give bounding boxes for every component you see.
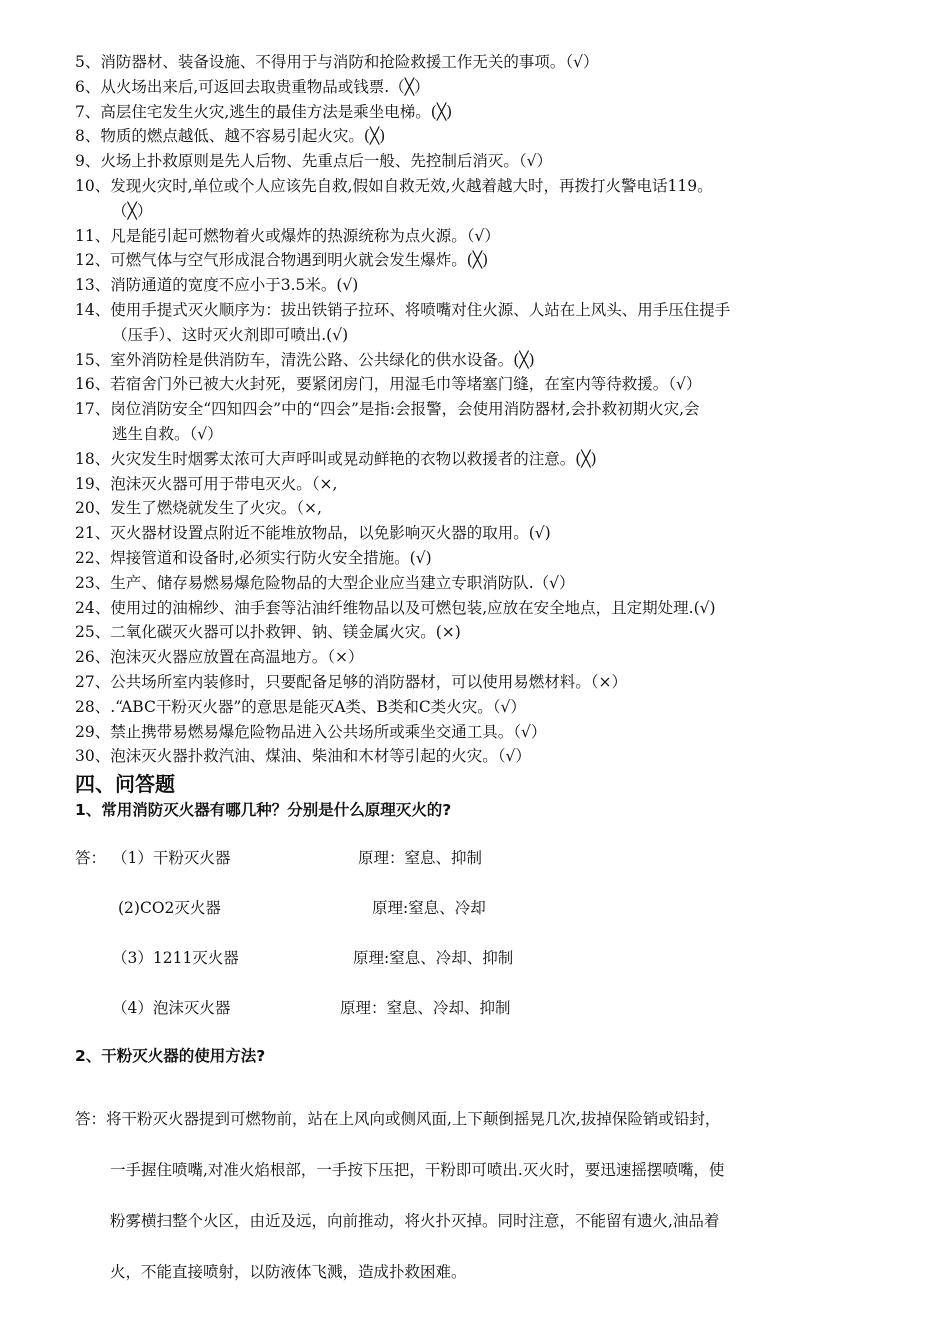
statement-item xyxy=(75,447,885,472)
question-1-title: 1、常用消防灭火器有哪几种？分别是什么原理灭火的? xyxy=(75,801,452,819)
true-false-list xyxy=(75,50,885,769)
statement-line: 泡沫灭火器扑救汽油、煤油、柴油和木材等引起的火灾。（√） xyxy=(110,747,531,766)
statement-line: 禁止携带易燃易爆危险物品进入公共场所或乘坐交通工具。（√） xyxy=(110,722,547,741)
statement-item xyxy=(75,298,885,323)
statement-number: 13、 xyxy=(75,276,111,295)
statement-line: 发生了燃烧就发生了火灾。（×, xyxy=(110,499,322,518)
statement-text xyxy=(110,596,885,621)
statement-text xyxy=(110,298,885,323)
statement-number: 19、 xyxy=(75,474,111,493)
statement-item xyxy=(75,372,885,397)
statement-number: 11、 xyxy=(75,226,111,245)
statement-item xyxy=(75,521,885,546)
statement-text xyxy=(110,496,885,521)
statement-line: 公共场所室内装修时，只要配备足够的消防器材，可以使用易燃材料。（×） xyxy=(110,672,627,691)
statement-number: 30、 xyxy=(75,747,111,766)
statement-number: 26、 xyxy=(75,648,111,667)
extinguisher-principle: 原理：窒息、抑制 xyxy=(358,849,483,867)
statement-line: 若宿舍门外已被大火封死，要紧闭房门，用湿毛巾等堵塞门缝，在室内等待救援。（√） xyxy=(110,375,702,394)
extinguisher-type: （1）干粉灭火器 xyxy=(112,849,231,867)
statement-number: 25、 xyxy=(75,623,111,642)
statement-text xyxy=(110,720,885,745)
statement-number: 23、 xyxy=(75,573,111,592)
statement-line: 使用过的油棉纱、油手套等沾油纤维物品以及可燃包装,应放在安全地点，且定期处理.(√) xyxy=(110,598,716,617)
statement-line: 岗位消防安全“四知四会”中的“四会”是指:会报警，会使用消防器材,会扑救初期火灾,会 xyxy=(110,400,700,419)
statement-number: 21、 xyxy=(75,524,111,543)
statement-item xyxy=(75,174,885,199)
statement-number: 6、 xyxy=(75,77,101,96)
section-title: 四、问答题 xyxy=(75,772,175,796)
statement-text xyxy=(110,397,885,422)
statement-line: 火场上扑救原则是先人后物、先重点后一般、先控制后消灭。（√） xyxy=(100,152,553,171)
statement-text xyxy=(110,273,885,298)
extinguisher-principle: 原理：窒息、冷却、抑制 xyxy=(340,999,511,1017)
statement-item xyxy=(75,496,885,521)
statement-item xyxy=(75,596,885,621)
statement-line: 泡沫灭火器应放置在高温地方。（×） xyxy=(110,648,364,667)
statement-number: 14、 xyxy=(75,300,111,319)
statement-item xyxy=(75,472,885,497)
statement-item xyxy=(75,248,885,273)
statement-item xyxy=(75,695,885,720)
statement-number: 5、 xyxy=(75,53,101,71)
statement-number: 24、 xyxy=(75,598,111,617)
statement-line: 焊接管道和设备时,必须实行防火安全措施。(√) xyxy=(110,548,432,567)
statement-item xyxy=(75,397,885,422)
statement-item xyxy=(75,75,885,100)
statement-number: 20、 xyxy=(75,499,111,518)
statement-number: 8、 xyxy=(75,127,101,146)
statement-line: 高层住宅发生火灾,逃生的最佳方法是乘坐电梯。(╳) xyxy=(100,102,453,121)
answer-line: 一手握住喷嘴,对准火焰根部，一手按下压把，干粉即可喷出.灭火时，要迅速摇摆喷嘴，使 xyxy=(110,1161,725,1179)
statement-number: 22、 xyxy=(75,548,111,567)
statement-text xyxy=(110,472,885,497)
statement-line: 火灾发生时烟雾太浓可大声呼叫或晃动鲜艳的衣物以救援者的注意。(╳) xyxy=(110,449,597,468)
statement-item xyxy=(75,149,885,174)
statement-text xyxy=(110,670,885,695)
statement-number: 12、 xyxy=(75,251,111,270)
statement-text xyxy=(100,124,885,149)
statement-line: 可燃气体与空气形成混合物遇到明火就会发生爆炸。(╳) xyxy=(110,251,489,270)
answer-label: 答： xyxy=(75,849,107,867)
statement-line: 凡是能引起可燃物着火或爆炸的热源统称为点火源。（√） xyxy=(110,226,500,245)
extinguisher-type: （4）泡沫灭火器 xyxy=(112,999,231,1017)
statement-continuation xyxy=(75,422,885,447)
statement-item xyxy=(75,50,885,75)
statement-line: 生产、储存易燃易爆危险物品的大型企业应当建立专职消防队.（√） xyxy=(110,573,575,592)
statement-item xyxy=(75,645,885,670)
statement-number: 16、 xyxy=(75,375,111,394)
statement-text xyxy=(110,695,885,720)
statement-text xyxy=(110,546,885,571)
extinguisher-principle: 原理:窒息、冷却、抑制 xyxy=(353,949,514,967)
statement-number: 28、 xyxy=(75,697,111,716)
statement-continuation xyxy=(75,323,885,348)
statement-text xyxy=(110,372,885,397)
statement-number: 27、 xyxy=(75,672,111,691)
statement-item xyxy=(75,100,885,125)
statement-line: 泡沫灭火器可用于带电灭火。（×, xyxy=(110,474,338,493)
statement-line: .“ABC干粉灭火器”的意思是能灭A类、B类和C类火灾。（√） xyxy=(110,697,526,716)
statement-item xyxy=(75,546,885,571)
statement-text xyxy=(100,75,885,100)
statement-text xyxy=(100,149,885,174)
extinguisher-type: (2)CO2灭火器 xyxy=(118,899,221,917)
statement-number: 17、 xyxy=(75,400,111,419)
statement-number: 18、 xyxy=(75,449,111,468)
statement-text xyxy=(110,348,885,373)
statement-item xyxy=(75,273,885,298)
statement-item xyxy=(75,224,885,249)
statement-line: （╳） xyxy=(112,201,153,220)
statement-text xyxy=(100,100,885,125)
answer-line: 火，不能直接喷射，以防液体飞溅，造成扑救困难。 xyxy=(110,1263,467,1281)
statement-number: 9、 xyxy=(75,152,101,171)
statement-text xyxy=(110,620,885,645)
statement-item xyxy=(75,620,885,645)
statement-text xyxy=(110,521,885,546)
statement-text xyxy=(110,571,885,596)
statement-line: 物质的燃点越低、越不容易引起火灾。(╳) xyxy=(100,127,386,146)
answer-line: 答：将干粉灭火器提到可燃物前，站在上风向或侧风面,上下颠倒摇晃几次,拔掉保险销或铅封， xyxy=(75,1110,721,1128)
statement-item xyxy=(75,744,885,769)
statement-line: 从火场出来后,可返回去取贵重物品或钱票.（╳） xyxy=(100,77,430,96)
statement-line: 使用手提式灭火顺序为：拔出铁销子拉环、将喷嘴对住火源、人站在上风头、用手压住提手 xyxy=(110,300,731,319)
statement-line: 消防器材、装备设施、不得用于与消防和抢险救援工作无关的事项。（√） xyxy=(100,53,599,71)
statement-text xyxy=(100,50,885,75)
statement-number: 15、 xyxy=(75,350,111,369)
answer-line: 粉雾横扫整个火区，由近及远，向前推动，将火扑灭掉。同时注意，不能留有遗火,油品着 xyxy=(110,1212,720,1230)
statement-text xyxy=(110,744,885,769)
statement-text xyxy=(110,224,885,249)
statement-item xyxy=(75,670,885,695)
statement-line: 消防通道的宽度不应小于3.5米。(√) xyxy=(110,276,359,295)
statement-number: 29、 xyxy=(75,722,111,741)
statement-item xyxy=(75,571,885,596)
statement-item xyxy=(75,124,885,149)
statement-continuation xyxy=(75,199,885,224)
statement-line: 发现火灾时,单位或个人应该先自救,假如自救无效,火越着越大时，再拨打火警电话119。 xyxy=(110,176,713,195)
statement-item xyxy=(75,348,885,373)
statement-number: 7、 xyxy=(75,102,101,121)
statement-line: （压手）、这时灭火剂即可喷出.(√) xyxy=(112,325,349,344)
extinguisher-type: （3）1211灭火器 xyxy=(112,949,239,967)
statement-text xyxy=(110,447,885,472)
statement-line: 室外消防栓是供消防车，清洗公路、公共绿化的供水设备。(╳) xyxy=(110,350,535,369)
statement-line: 灭火器材设置点附近不能堆放物品，以免影响灭火器的取用。(√) xyxy=(110,524,551,543)
question-2-answer xyxy=(75,1094,875,1298)
statement-text xyxy=(110,248,885,273)
statement-text xyxy=(110,645,885,670)
extinguisher-principle: 原理:窒息、冷却 xyxy=(372,899,486,917)
statement-number: 10、 xyxy=(75,176,111,195)
statement-line: 二氧化碳灭火器可以扑救钾、钠、镁金属火灾。(×) xyxy=(110,623,461,642)
statement-item xyxy=(75,720,885,745)
question-2-title: 2、干粉灭火器的使用方法? xyxy=(75,1047,266,1065)
statement-text xyxy=(110,174,885,199)
statement-line: 逃生自救。（√） xyxy=(112,424,223,443)
